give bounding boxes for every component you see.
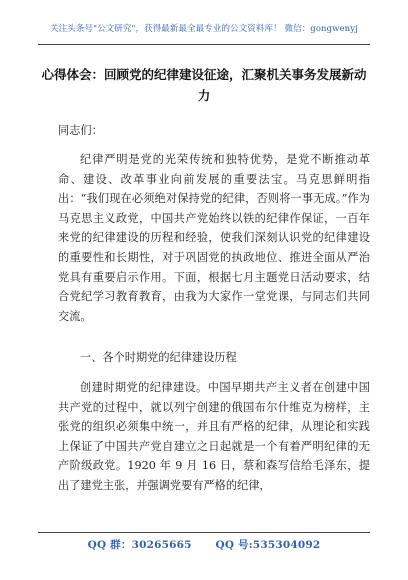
header-divider [38, 44, 370, 45]
qq-group-number: QQ 群：30265665 [87, 539, 192, 551]
paragraph-text: 纪律严明是党的光荣传统和独特优势，是党不断推动革命、建设、改革事业向前发展的重要法宝。马克思鲜明指出：“我们现在必须绝对保持党的纪律，否则将一事无成。”作为马克思主义政党，中国共产党始终以铁的纪律作保证，一百年来党的纪律建设的历程和经验，使我们深刻认识党的纪律建设的重要性和长期性，对于巩固党的执政地位、推进全面从严治党具有重要启示作用。下面，根据七月主题党日活动要求，结合党纪学习教育教育，由我为大家作一堂党课，与同志们共同交流。 [58, 153, 370, 323]
section-paragraph [58, 378, 370, 496]
section-heading-text: 一、各个时期党的纪律建设历程 [80, 351, 237, 364]
qq-number: QQ 号:535304092 [215, 539, 321, 551]
paragraph-text: 创建时期党的纪律建设。中国早期共产主义者在创建中国共产党的过程中，就以列宁创建的俄国布尔什维克为榜样，主张党的组织必须集中统一，并且有严格的纪律，从理论和实践上保证了中国共产党自建立之日起就是一个有着严明纪律的无产阶级政党。1920 年 9 月 16 日，蔡和森写信给毛泽东，提出了建党主张，并强调党要有严格的纪律， [58, 381, 370, 492]
section-heading [58, 348, 370, 368]
salutation: 同志们： [58, 124, 103, 137]
header-notice: 关注头条号"公文研究"，获得最新最全最专业的公文资料库！ 微信：gongwenyj [50, 24, 358, 34]
footer-divider [38, 532, 370, 533]
intro-paragraph [58, 150, 370, 326]
footer-contacts [0, 537, 408, 552]
document-title: 心得体会：回顾党的纪律建设征途，汇聚机关事务发展新动力 [41, 67, 367, 103]
